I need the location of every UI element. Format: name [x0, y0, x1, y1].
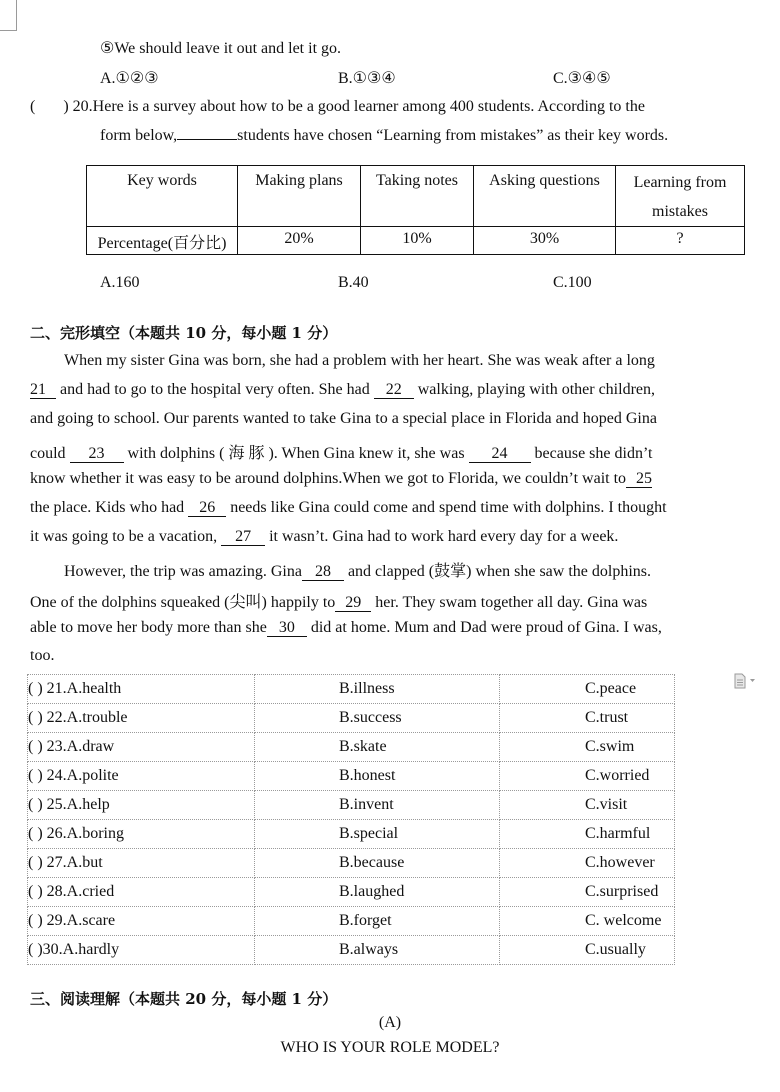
q20-choice-a[interactable]: A.160 [100, 274, 140, 291]
cloze-option-c[interactable]: C. welcome [500, 907, 675, 936]
cloze-question-row [28, 907, 675, 936]
cloze-question-row [28, 762, 675, 791]
cloze-option-c[interactable]: C.surprised [500, 878, 675, 907]
cloze-option-c[interactable]: C.worried [500, 762, 675, 791]
q20-answer-blank[interactable] [177, 139, 237, 140]
passage-line: it was going to be a vacation, 27 it wasn’t. Gina had to work hard every day for a week. [30, 528, 619, 545]
cloze-option-c[interactable]: C.trust [500, 704, 675, 733]
survey-table [86, 165, 745, 255]
section-3-heading: 三、阅读理解（本题共 20 分，每小题 1 分） [30, 990, 338, 1008]
survey-header: Learning from mistakes [616, 166, 745, 227]
cloze-question-row [28, 820, 675, 849]
survey-header: Asking questions [474, 166, 616, 227]
cloze-question-a-option[interactable]: ( ) 24.A.polite [28, 762, 255, 791]
cloze-option-b[interactable]: B.invent [255, 791, 500, 820]
passage-line: However, the trip was amazing. Gina 28 and clapped (鼓掌) when she saw the dolphins. [64, 563, 651, 580]
passage-line: 21 and had to go to the hospital very often. She had 22 walking, playing with other children, [30, 381, 655, 398]
cloze-option-c[interactable]: C.visit [500, 791, 675, 820]
document-options-icon[interactable] [733, 673, 759, 689]
survey-cell: ? [616, 227, 745, 255]
passage-line: could 23 with dolphins ( 海 豚 ). When Gina knew it, she was 24 because she didn’t [30, 445, 653, 462]
passage-line: able to move her body more than she 30 did at home. Mum and Dad were proud of Gina. I was, [30, 619, 662, 636]
blank-26: 26 [188, 499, 226, 517]
survey-cell: 10% [361, 227, 474, 255]
cloze-question-a-option[interactable]: ( ) 23.A.draw [28, 733, 255, 762]
answer-paren-open[interactable]: ( [30, 98, 36, 115]
blank-25: 25 [626, 470, 652, 488]
cloze-question-a-option[interactable]: ( ) 28.A.cried [28, 878, 255, 907]
blank-27: 27 [221, 528, 265, 546]
blank-29: 29 [335, 594, 371, 612]
cloze-question-row [28, 849, 675, 878]
cloze-option-b[interactable]: B.success [255, 704, 500, 733]
cloze-question-a-option[interactable]: ( ) 25.A.help [28, 791, 255, 820]
survey-header: Taking notes [361, 166, 474, 227]
blank-24: 24 [469, 445, 531, 463]
page-corner-mark [0, 0, 17, 31]
cloze-question-a-option[interactable]: ( ) 29.A.scare [28, 907, 255, 936]
cloze-option-b[interactable]: B.skate [255, 733, 500, 762]
cloze-question-a-option[interactable]: ( ) 21.A.health [28, 675, 255, 704]
cloze-question-row [28, 704, 675, 733]
q20-choice-c[interactable]: C.100 [553, 274, 592, 291]
cloze-option-c[interactable]: C.however [500, 849, 675, 878]
survey-cell: 20% [238, 227, 361, 255]
passage-line: and going to school. Our parents wanted to take Gina to a special place in Florida and hoped Gina [30, 410, 657, 427]
cloze-question-a-option[interactable]: ( ) 26.A.boring [28, 820, 255, 849]
blank-30: 30 [267, 619, 307, 637]
cloze-options-table [27, 674, 675, 965]
cloze-question-a-option[interactable]: ( ) 22.A.trouble [28, 704, 255, 733]
passage-a-title: WHO IS YOUR ROLE MODEL? [280, 1039, 500, 1056]
blank-28: 28 [302, 563, 344, 581]
survey-header: Making plans [238, 166, 361, 227]
blank-22: 22 [374, 381, 414, 399]
passage-line: know whether it was easy to be around dolphins.When we got to Florida, we couldn’t wait to 25 [30, 470, 653, 487]
cloze-option-b[interactable]: B.honest [255, 762, 500, 791]
cloze-option-c[interactable]: C.usually [500, 936, 675, 965]
cloze-option-b[interactable]: B.because [255, 849, 500, 878]
cloze-question-row [28, 733, 675, 762]
cloze-option-b[interactable]: B.illness [255, 675, 500, 704]
survey-header: Key words [87, 166, 238, 227]
cloze-option-c[interactable]: C.peace [500, 675, 675, 704]
cloze-question-a-option[interactable]: ( )30.A.hardly [28, 936, 255, 965]
passage-line: One of the dolphins squeaked (尖叫) happily to 29 her. They swam together all day. Gina was [30, 594, 648, 611]
q20-choice-b[interactable]: B.40 [338, 274, 369, 291]
cloze-option-b[interactable]: B.special [255, 820, 500, 849]
cloze-option-b[interactable]: B.forget [255, 907, 500, 936]
passage-a-label: (A) [378, 1014, 402, 1031]
cloze-question-row [28, 791, 675, 820]
q20-stem-line-1 [30, 98, 645, 116]
q19-choice-a[interactable]: A.①②③ [100, 70, 159, 87]
q19-option-5: ⑤We should leave it out and let it go. [100, 40, 342, 57]
q20-stem-line-2: form below, students have chosen “Learning from mistakes” as their key words. [100, 127, 669, 144]
passage-line: too. [30, 647, 55, 664]
cloze-question-a-option[interactable]: ( ) 27.A.but [28, 849, 255, 878]
cloze-question-row [28, 878, 675, 907]
survey-row-label: Percentage(百分比) [87, 227, 238, 255]
q20-text: 20.Here is a survey about how to be a good learner among 400 students. According to the [72, 98, 645, 115]
section-2-heading: 二、完形填空（本题共 10 分，每小题 1 分） [30, 324, 338, 342]
passage-line: When my sister Gina was born, she had a problem with her heart. She was weak after a long [64, 352, 655, 369]
cloze-option-c[interactable]: C.harmful [500, 820, 675, 849]
passage-line: the place. Kids who had 26 needs like Gina could come and spend time with dolphins. I thought [30, 499, 667, 516]
blank-23: 23 [70, 445, 124, 463]
cloze-question-row [28, 675, 675, 704]
survey-cell: 30% [474, 227, 616, 255]
cloze-option-c[interactable]: C.swim [500, 733, 675, 762]
cloze-question-row [28, 936, 675, 965]
q19-choice-c[interactable]: C.③④⑤ [553, 70, 611, 87]
cloze-option-b[interactable]: B.laughed [255, 878, 500, 907]
q19-choice-b[interactable]: B.①③④ [338, 70, 396, 87]
answer-paren-close[interactable]: ) [63, 98, 69, 115]
blank-21: 21 [30, 381, 56, 399]
cloze-option-b[interactable]: B.always [255, 936, 500, 965]
